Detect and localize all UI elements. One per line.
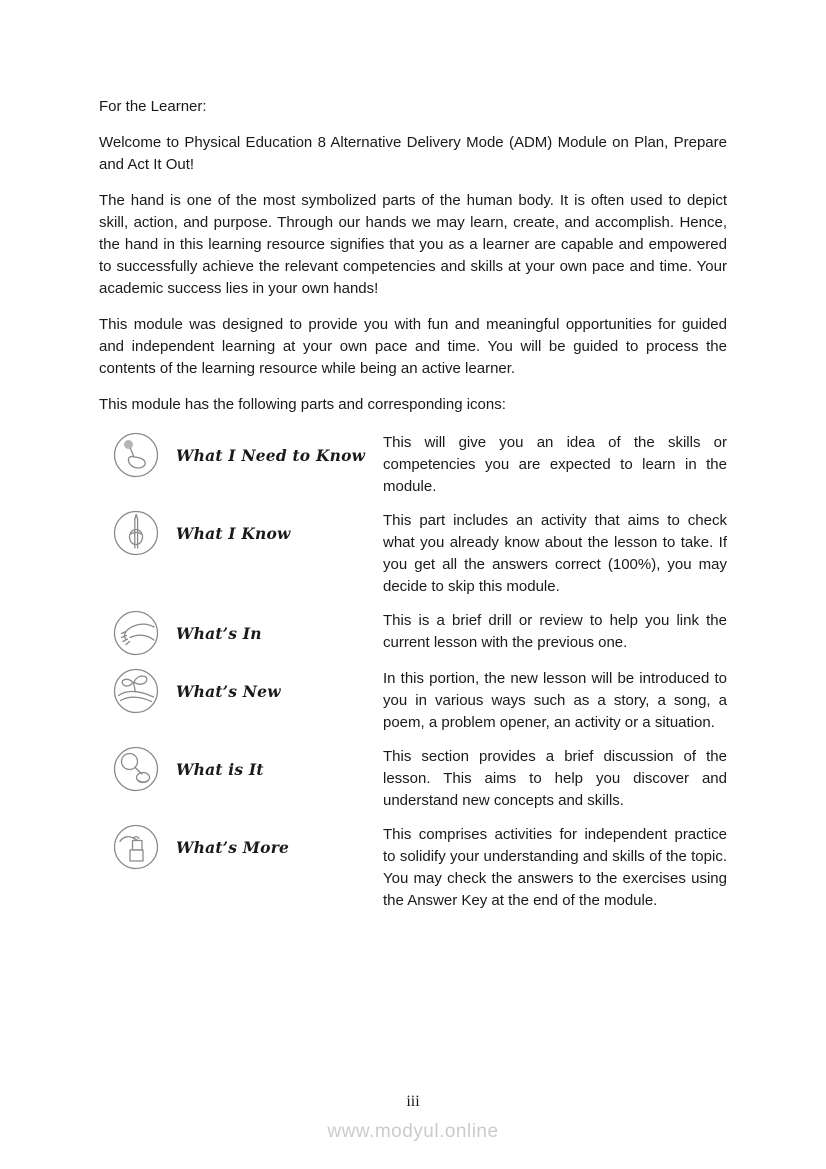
row-description: This will give you an idea of the skills or competencies you are expected to learn in the module. — [383, 434, 727, 495]
touch-hand-icon — [113, 432, 159, 478]
hand-with-pencil-icon — [113, 510, 159, 556]
page-number: iii — [406, 1093, 420, 1110]
row-description: In this portion, the new lesson will be introduced to you in various ways such as a story, a song, a poem, a problem opener, an activity or a situation. — [383, 670, 727, 731]
paragraph-parts-intro: This module has the following parts and corresponding icons: — [99, 396, 506, 413]
row-label: What’s In — [176, 623, 262, 643]
table-row — [99, 432, 727, 498]
row-description: This part includes an activity that aims to check what you already know about the lesson to take. If you get all the answers correct (100%), you may decide to skip this module. — [383, 512, 727, 595]
row-description: This is a brief drill or review to help you link the current lesson with the previous one. — [383, 612, 727, 651]
reaching-hand-icon — [113, 610, 159, 656]
row-label: What is It — [176, 759, 264, 779]
row-description: This section provides a brief discussion of the lesson. This aims to help you discover and understand new concepts and skills. — [383, 748, 727, 809]
hand-stacking-blocks-icon — [113, 824, 159, 870]
watermark-text: www.modyul.online — [327, 1121, 499, 1142]
row-label: What’s New — [176, 681, 281, 701]
document-page — [99, 96, 727, 924]
row-description: This comprises activities for independent practice to solidify your understanding and skills of the topic. You may check the answers to the exercises using the Answer Key at the end of the module. — [383, 826, 727, 909]
table-row — [99, 746, 727, 812]
table-row — [99, 824, 727, 912]
table-row — [99, 668, 727, 734]
table-row — [99, 510, 727, 598]
hand-with-magnifier-icon — [113, 746, 159, 792]
paragraph-module-design: This module was designed to provide you with fun and meaningful opportunities for guided and independent learning at your own pace and time. You will be guided to process the contents of the learning resource while being an active learner. — [99, 316, 727, 377]
row-label: What I Need to Know — [176, 445, 366, 465]
paragraph-hand-symbolism: The hand is one of the most symbolized parts of the human body. It is often used to depict skill, action, and purpose. Through our hands we may learn, create, and accomplish. Hence, the hand in this learning resource signifies that you as a learner are capable and empowered to successfully achieve the relevant competencies and skills at your own pace and time. Your academic success lies in your own hands! — [99, 192, 727, 297]
module-parts-table — [99, 432, 727, 912]
hand-with-plant-icon — [113, 668, 159, 714]
table-row — [99, 610, 727, 656]
row-label: What I Know — [176, 523, 291, 543]
salutation: For the Learner: — [99, 98, 207, 115]
paragraph-welcome: Welcome to Physical Education 8 Alternative Delivery Mode (ADM) Module on Plan, Prepare and Act It Out! — [99, 134, 727, 173]
row-label: What’s More — [176, 837, 290, 857]
